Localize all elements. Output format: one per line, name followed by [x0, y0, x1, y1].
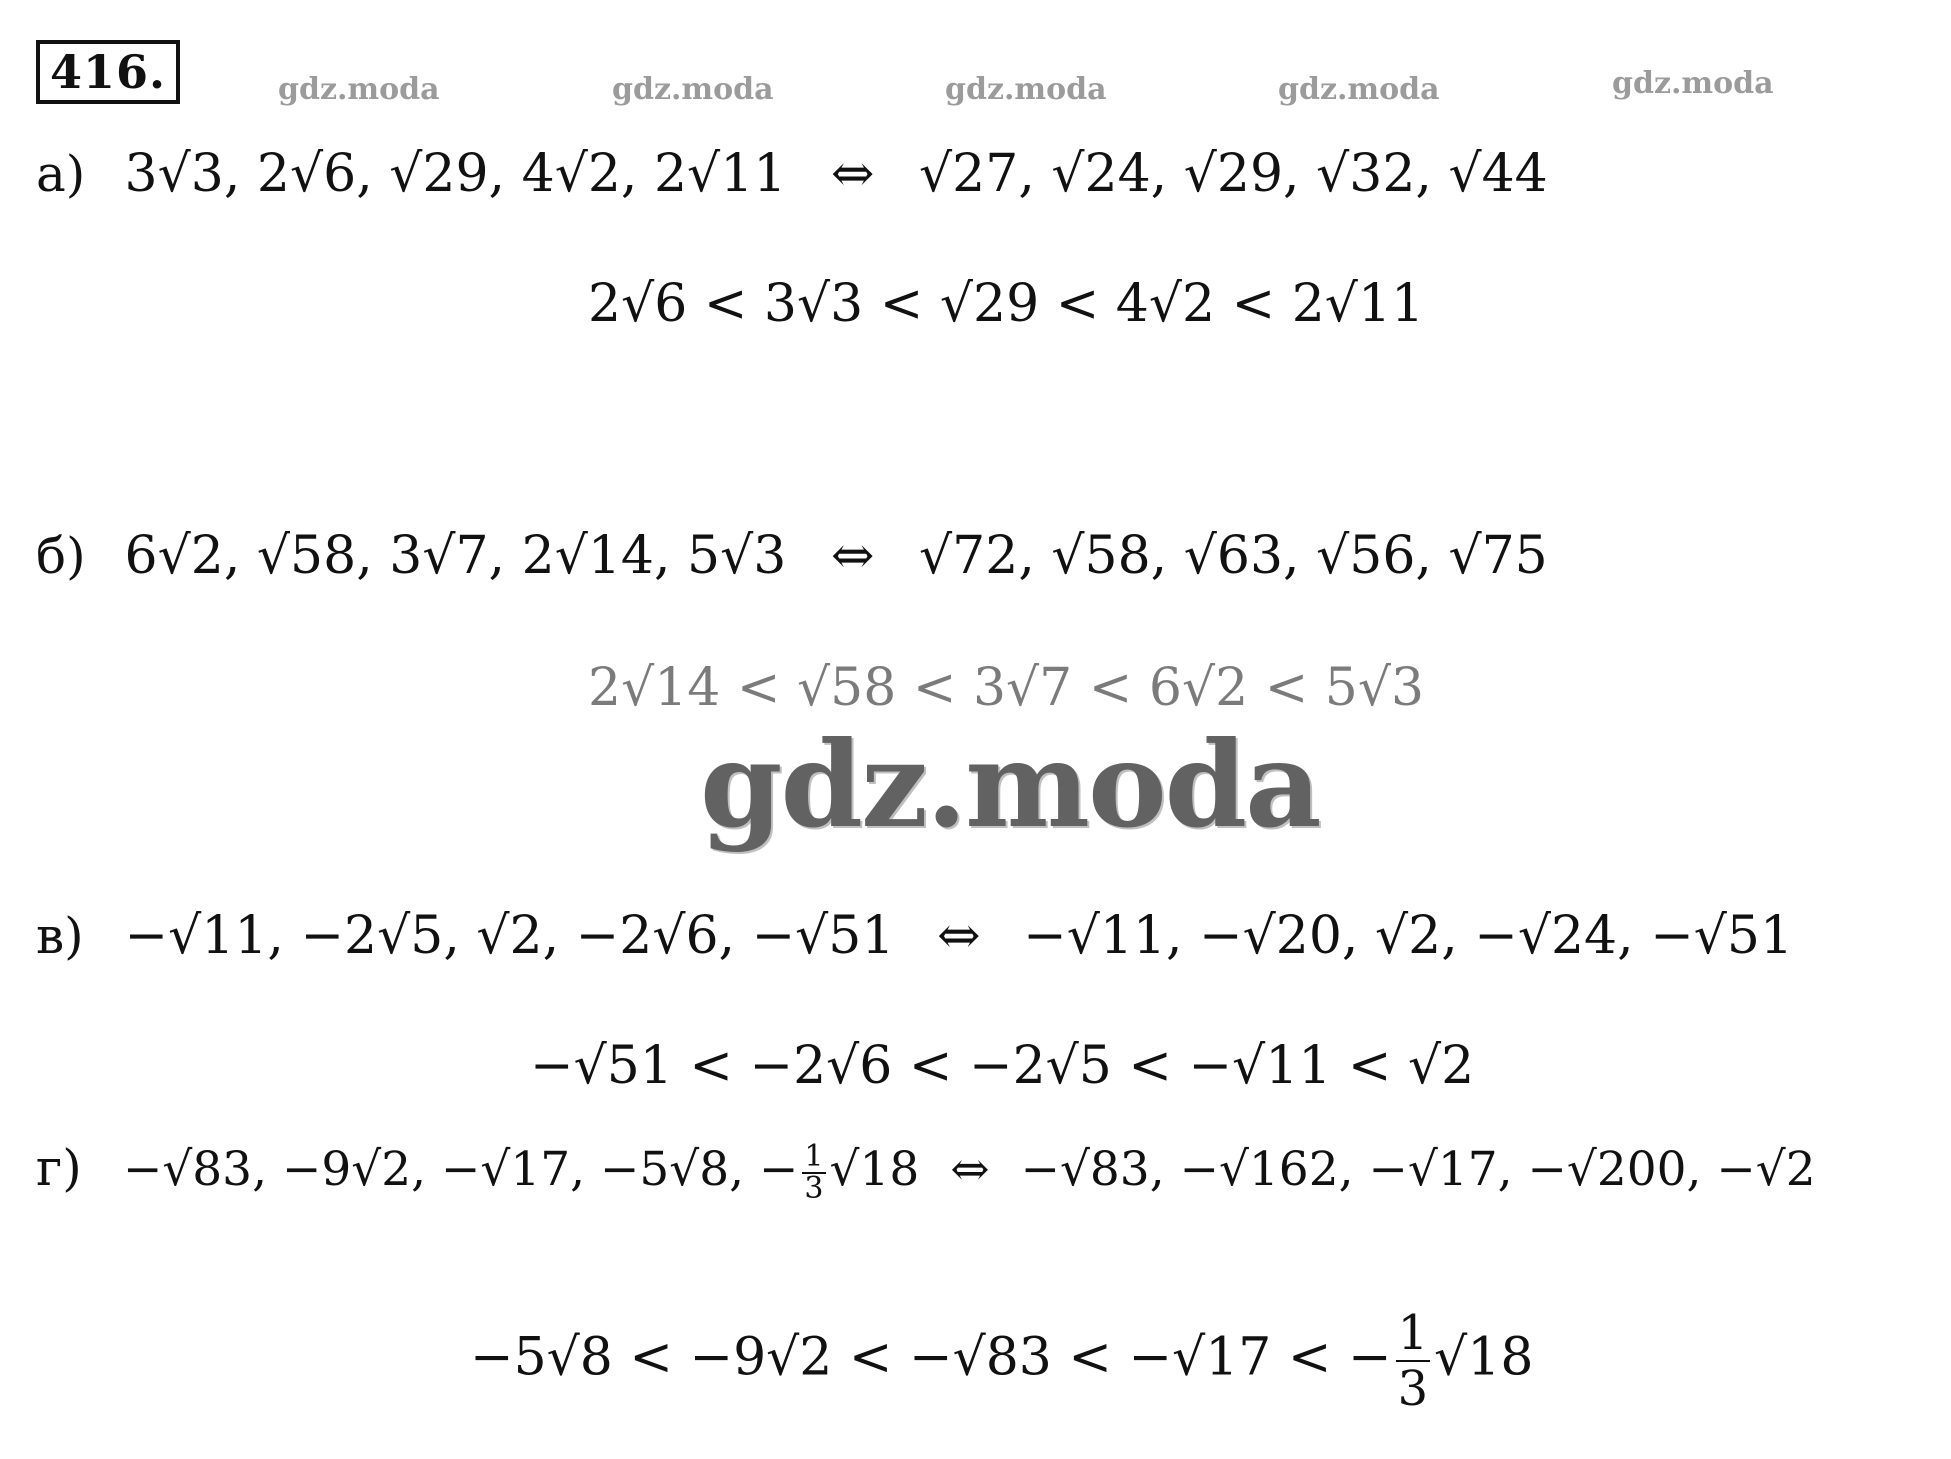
part-v-order: −√51 < −2√6 < −2√5 < −√11 < √2 [530, 1036, 1475, 1096]
watermark: gdz.moda [278, 72, 440, 107]
part-a-order: 2√6 < 3√3 < √29 < 4√2 < 2√11 [588, 274, 1425, 334]
fraction-denominator: 3 [804, 1171, 824, 1206]
part-g-order-a: −5√8 < −9√2 < −√83 < −√17 < − [470, 1327, 1392, 1388]
fraction-numerator: 1 [1397, 1305, 1429, 1361]
watermark-large: gdz.moda [700, 715, 1320, 854]
part-g-given-a: −√83, −9√2, −√17, −5√8, − [122, 1142, 799, 1197]
equivalence-arrow: ⇔ [830, 526, 875, 586]
part-a-given-line [36, 142, 1548, 206]
part-b-given-line [36, 524, 1548, 588]
part-b-order: 2√14 < √58 < 3√7 < 6√2 < 5√3 [588, 658, 1425, 718]
part-g-order-b: √18 [1434, 1327, 1534, 1388]
part-g-order [470, 1306, 1533, 1416]
fraction-denominator: 3 [1397, 1361, 1429, 1417]
watermark: gdz.moda [612, 72, 774, 107]
watermark: gdz.moda [945, 72, 1107, 107]
equivalence-arrow: ⇔ [937, 906, 981, 966]
fraction [1396, 1306, 1431, 1416]
part-a-label: а) [36, 145, 86, 203]
problem-number: 416. [36, 40, 180, 104]
fraction [802, 1139, 825, 1206]
equivalence-arrow: ⇔ [950, 1142, 990, 1197]
part-b-label: б) [36, 527, 86, 585]
part-b-converted: √72, √58, √63, √56, √75 [919, 526, 1548, 586]
part-v-given-line [36, 904, 1793, 968]
part-v-label: в) [36, 907, 84, 965]
equivalence-arrow: ⇔ [830, 144, 875, 204]
part-v-converted: −√11, −√20, √2, −√24, −√51 [1023, 906, 1794, 966]
part-b-given: 6√2, √58, 3√7, 2√14, 5√3 [124, 526, 787, 586]
part-g-label: г) [36, 1139, 82, 1197]
part-a-converted: √27, √24, √29, √32, √44 [919, 144, 1548, 204]
fraction-numerator: 1 [804, 1139, 824, 1174]
watermark: gdz.moda [1278, 72, 1440, 107]
part-v-given: −√11, −2√5, √2, −2√6, −√51 [124, 906, 895, 966]
part-g-given-b: √18 [829, 1142, 920, 1197]
watermark: gdz.moda [1612, 66, 1774, 101]
part-a-given: 3√3, 2√6, √29, 4√2, 2√11 [124, 144, 787, 204]
part-g-converted: −√83, −√162, −√17, −√200, −√2 [1020, 1142, 1816, 1197]
part-g-given-line [36, 1136, 1816, 1204]
